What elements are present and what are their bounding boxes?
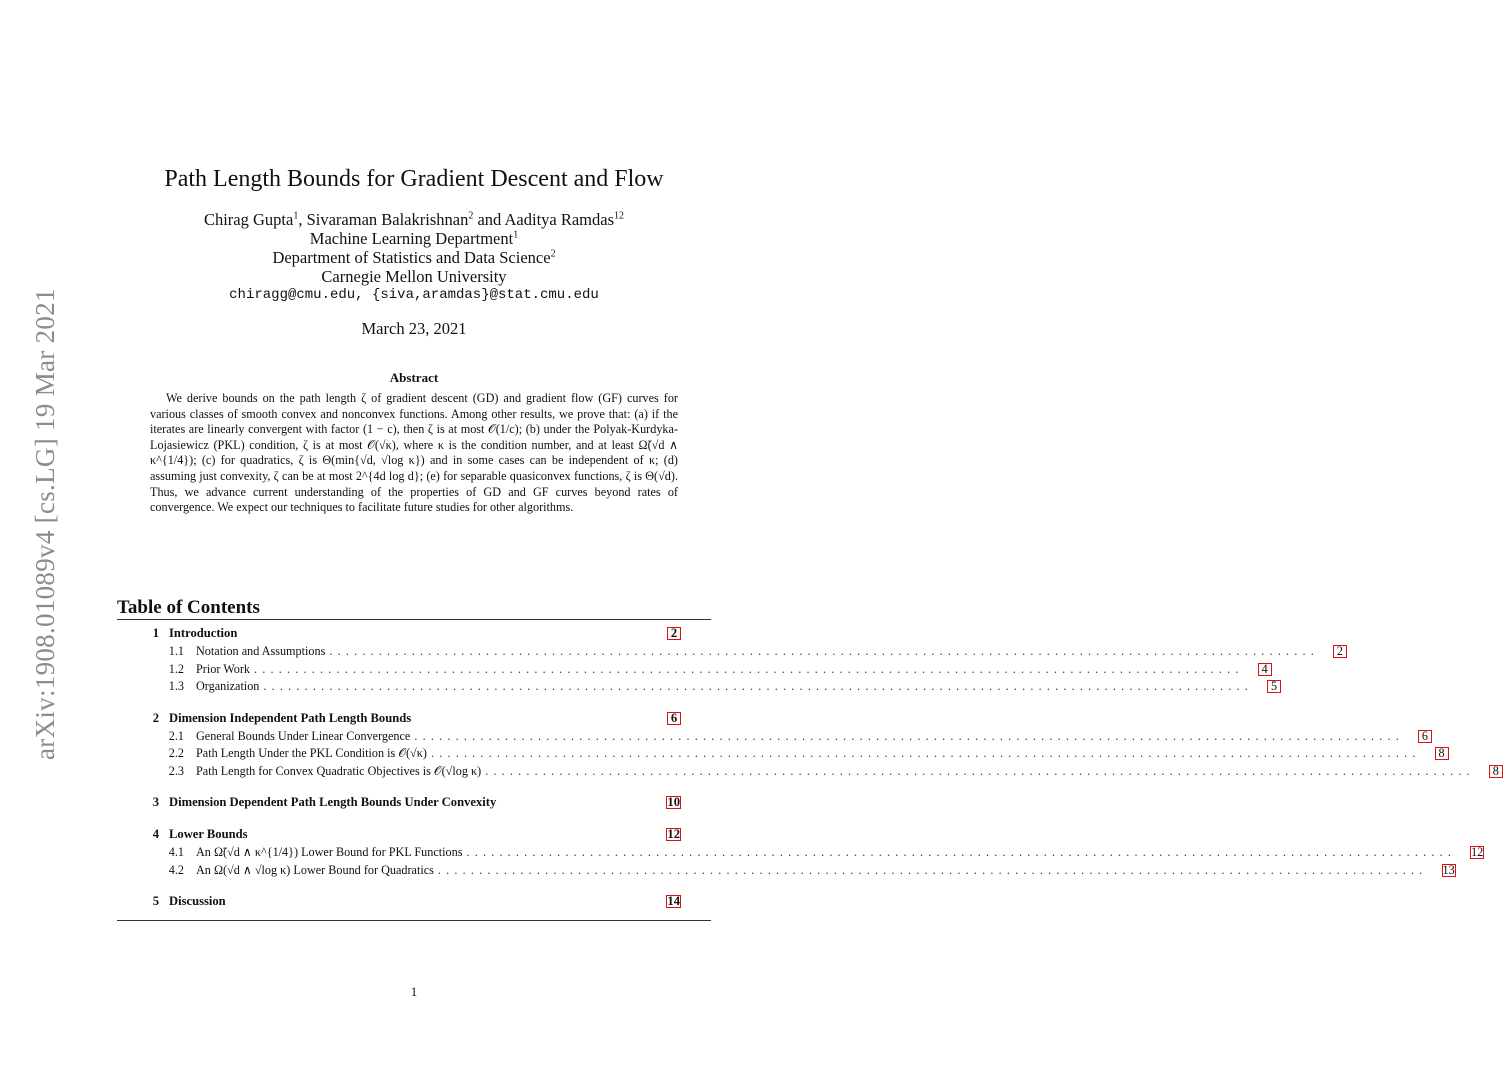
affil-marker: 2: [468, 210, 474, 222]
toc-subsection-entry[interactable]: [117, 661, 1268, 680]
toc-entry-title: Notation and Assumptions: [196, 644, 326, 658]
toc-dot-leader: ........................................................................................................................: [329, 644, 1319, 658]
toc-page-link[interactable]: 2: [667, 627, 681, 640]
toc-section-entry[interactable]: [117, 827, 711, 845]
toc-section-entry[interactable]: [117, 894, 711, 912]
toc-entry-title: Path Length Under the PKL Condition is 𝒪(√κ): [196, 746, 427, 760]
toc-entry-number: 4.1: [168, 845, 184, 859]
affiliation: Department of Statistics and Data Science$^2$: [272, 248, 556, 267]
toc-entry-title: Prior Work: [196, 661, 250, 676]
abstract-heading: Abstract: [389, 370, 439, 385]
toc-entry-number: 5: [152, 894, 159, 908]
toc-page-link[interactable]: 13: [1442, 862, 1455, 877]
affil-marker: 12: [614, 210, 625, 222]
toc-entry-number: 4.2: [168, 862, 184, 877]
abstract-text: We derive bounds on the path length ζ of gradient descent (GD) and gradient flow (GF) curves for various classes of smooth convex and nonconvex functions. Among other results, we prove that: (a) if the iterates are linearly convergent with factor (1 − c), then ζ is at most 𝒪(1/c); (b) under the Polyak-Kurdyka-Lojasiewicz (PKL) condition, ζ is at most 𝒪(√κ), where κ is the condition number, and at least Ω̃(√d ∧ κ^{1/4}); (c) for quadratics, ζ is Θ(min{√d, √log κ}) and in some cases can be independent of κ; (d) assuming just convexity, ζ can be at most 2^{4d log d}; (e) for separable quasiconvex functions, ζ is Θ(√d). Thus, we advance current understanding of the properties of GD and GF curves beyond rates of convergence. We expect our techniques to facilitate future studies for other algorithms.: [150, 391, 678, 515]
toc-entry-number: 2.3: [168, 763, 184, 778]
toc-entry-title: General Bounds Under Linear Convergence: [196, 728, 411, 743]
toc-entry-title: Path Length for Convex Quadratic Objectives is 𝒪(√log κ): [196, 763, 482, 778]
toc-entry-title: Discussion: [169, 894, 226, 908]
toc-section-entry[interactable]: [117, 626, 711, 644]
author-name: Chirag Gupta: [203, 210, 294, 229]
toc-subsection-entry[interactable]: [117, 679, 1278, 697]
author-name: , Sivaraman Balakrishnan: [298, 210, 469, 229]
toc-dot-leader: ........................................................................................................................: [263, 679, 1254, 693]
toc-entry-number: 1: [152, 626, 159, 640]
toc-section-entry[interactable]: [117, 795, 711, 813]
authors-line: [0, 210, 828, 229]
author-name: and Aaditya Ramdas: [473, 210, 615, 229]
toc-entry-title: Dimension Dependent Path Length Bounds Under Convexity: [169, 795, 497, 809]
toc-heading: Table of Contents: [117, 597, 260, 618]
toc-entry-number: 1.2: [168, 661, 184, 676]
toc-dot-leader: ........................................................................................................................: [414, 728, 1404, 743]
toc-entry-title: An Ω(√d ∧ √log κ) Lower Bound for Quadratics: [196, 862, 434, 877]
paper-date: March 23, 2021: [361, 319, 467, 338]
toc-dot-leader: ........................................................................................................................: [430, 746, 1421, 760]
toc-entry-title: Lower Bounds: [169, 827, 248, 841]
toc-page-link[interactable]: 14: [667, 894, 680, 908]
toc-page-link[interactable]: 5: [1267, 680, 1281, 693]
toc-page-link[interactable]: 8: [1435, 747, 1449, 760]
toc-dot-leader: ........................................................................................................................: [253, 661, 1244, 676]
toc-subsection-entry[interactable]: [117, 746, 1445, 764]
toc-page-link[interactable]: 2: [1333, 645, 1347, 658]
toc-entry-number: 1.1: [168, 644, 184, 658]
toc-entry-title: Organization: [196, 679, 260, 693]
toc-entry-number: 2.2: [168, 746, 184, 760]
toc-dot-leader: ........................................................................................................................: [466, 845, 1457, 859]
toc-section: [117, 710, 1499, 782]
toc-page-link[interactable]: 8: [1489, 765, 1503, 778]
toc-entry-title: Dimension Independent Path Length Bounds: [169, 710, 412, 725]
toc-page-link[interactable]: 12: [667, 827, 680, 841]
toc-section: [117, 827, 1484, 880]
page-number: 1: [410, 984, 418, 999]
affil-marker: 1: [293, 210, 299, 222]
toc-entry-title: An Ω̃(√d ∧ κ^{1/4}) Lower Bound for PKL Functions: [196, 845, 463, 859]
toc-entry-number: 4: [152, 827, 159, 841]
toc-subsection-entry[interactable]: [117, 644, 1343, 662]
toc-section: [117, 626, 1343, 697]
arxiv-stamp: arXiv:1908.01089v4 [cs.LG] 19 Mar 2021: [30, 288, 60, 760]
toc-page-link[interactable]: 10: [667, 795, 680, 809]
toc-entry-number: 1.3: [168, 679, 184, 693]
toc-page-link[interactable]: 6: [667, 712, 681, 725]
toc-entry-number: 2: [152, 710, 159, 725]
toc-bottom-rule: [117, 920, 711, 921]
author-emails: chiragg@cmu.edu, {siva,aramdas}@stat.cmu.edu: [229, 287, 599, 303]
toc-dot-leader: ........................................................................................................................: [485, 763, 1475, 778]
table-of-contents: [117, 626, 1499, 926]
author-block: [0, 210, 828, 305]
toc-subsection-entry[interactable]: [117, 763, 1499, 782]
toc-subsection-entry[interactable]: [117, 728, 1429, 747]
abstract-body: [150, 391, 678, 516]
toc-entry-title: Introduction: [169, 626, 238, 640]
toc-top-rule: [117, 619, 711, 620]
toc-section: [117, 795, 711, 813]
toc-page-link[interactable]: 4: [1258, 663, 1272, 676]
toc-entry-number: 2.1: [168, 728, 184, 743]
toc-subsection-entry[interactable]: [117, 845, 1484, 863]
affiliation: Carnegie Mellon University: [321, 267, 507, 286]
toc-entry-number: 3: [152, 795, 159, 809]
toc-section: [117, 894, 711, 912]
toc-page-link[interactable]: 6: [1418, 730, 1432, 743]
toc-dot-leader: ........................................................................................................................: [437, 862, 1428, 877]
toc-section-entry[interactable]: [117, 711, 711, 729]
paper-title: Path Length Bounds for Gradient Descent and Flow: [164, 166, 664, 192]
toc-subsection-entry[interactable]: [117, 862, 1455, 881]
affiliation: Machine Learning Department$^1$: [309, 229, 519, 248]
toc-page-link[interactable]: 12: [1471, 845, 1484, 859]
